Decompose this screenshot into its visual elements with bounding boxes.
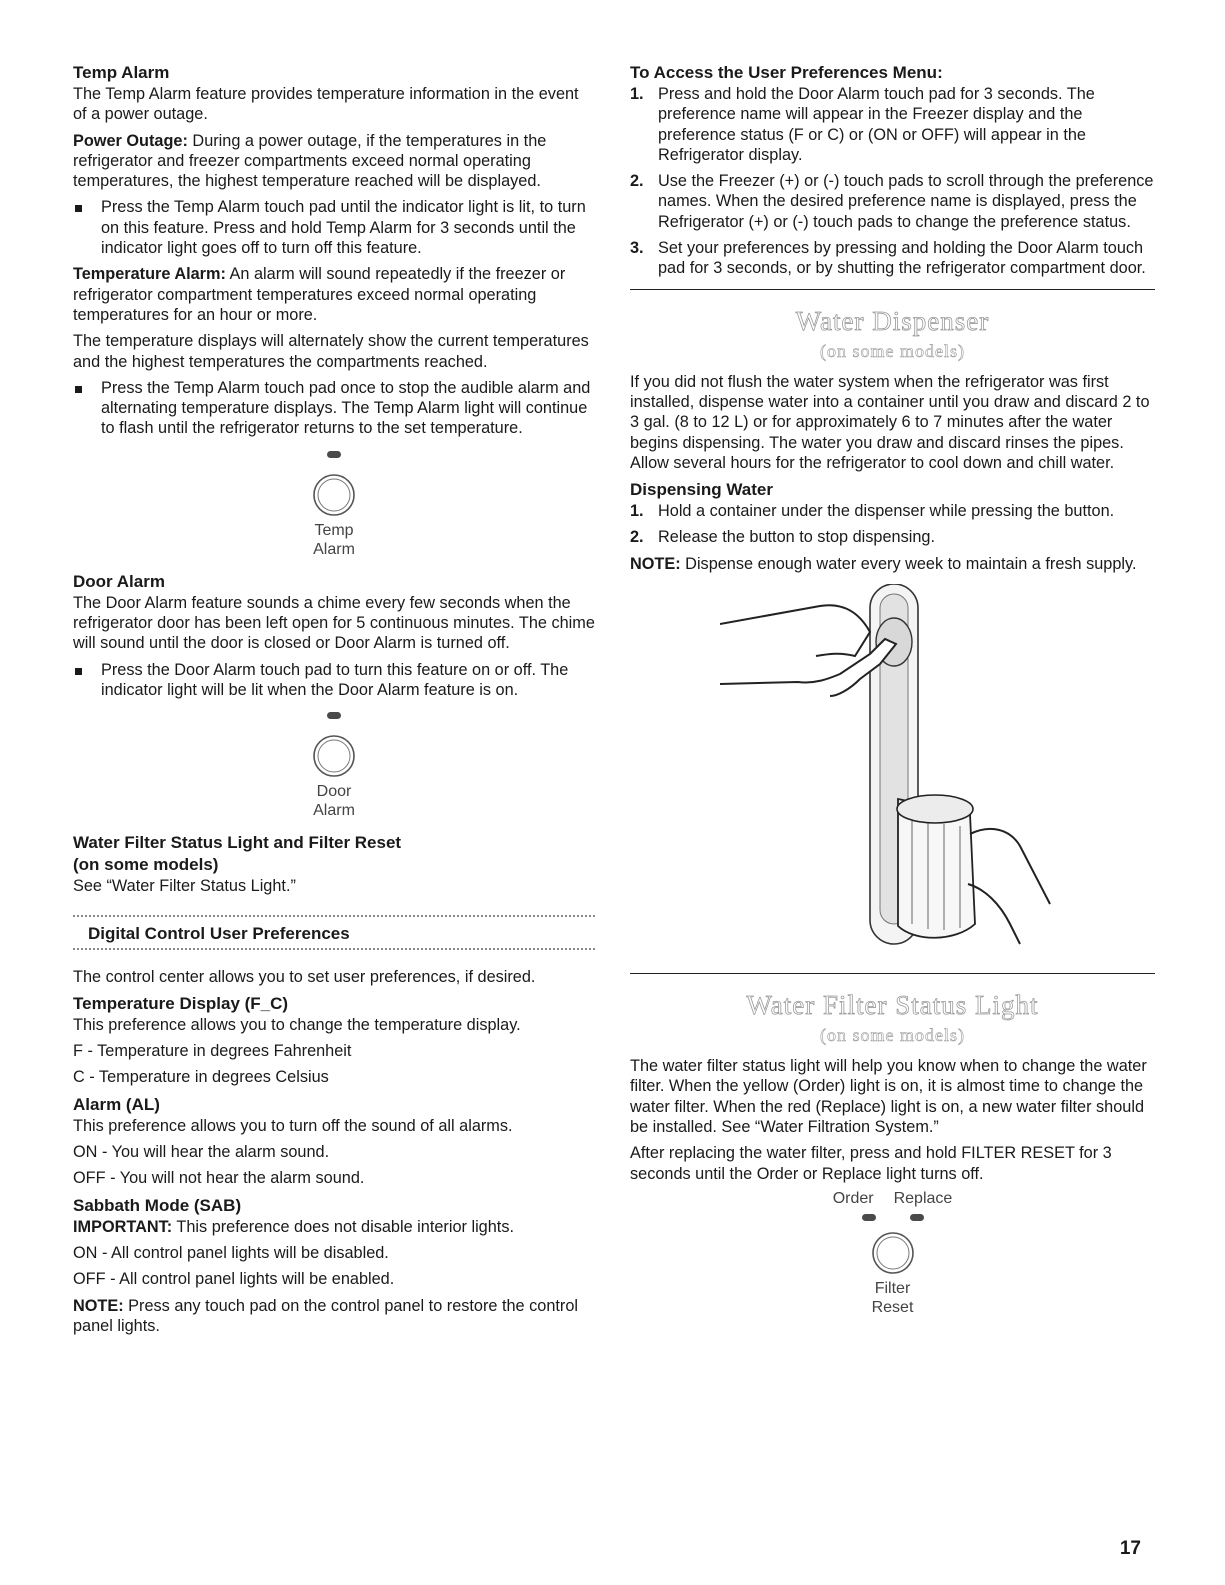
filter-reset-label-1: Filter: [874, 1279, 911, 1297]
step-number: 1.: [630, 85, 644, 103]
dispensing-step-1: [630, 501, 1155, 521]
replace-label: Replace: [893, 1189, 953, 1207]
dispenser-note: [630, 554, 1155, 574]
door-alarm-control: [73, 706, 595, 820]
section-divider: [630, 289, 1155, 290]
temp-display-c: C - Temperature in degrees Celsius: [73, 1068, 329, 1087]
preferences-banner: [73, 915, 595, 953]
temp-alarm-label-2: Alarm: [313, 540, 355, 558]
sabbath-off: OFF - All control panel lights will be enabled.: [73, 1270, 395, 1289]
order-light-icon: [862, 1214, 876, 1221]
temp-display-heading: Temperature Display (F_C): [73, 993, 289, 1013]
water-filter-reset-heading-2: (on some models): [73, 855, 219, 875]
filter-light-labels: [630, 1190, 1155, 1208]
touch-pad-icon: [871, 1231, 915, 1275]
filter-status-paragraph-2: After replacing the water filter, press and hold FILTER RESET for 3 seconds until the Order or Replace light turns off.: [630, 1144, 1112, 1183]
temperature-alarm-paragraph: [73, 264, 595, 325]
temp-alarm-control: [73, 445, 595, 559]
power-outage-paragraph: [73, 131, 595, 192]
alarm-text: This preference allows you to turn off the sound of all alarms.: [73, 1116, 513, 1135]
access-menu-heading: To Access the User Preferences Menu:: [630, 63, 943, 82]
temp-alarm-bullet-2: Press the Temp Alarm touch pad once to stop the audible alarm and alternating temperature displays. The Temp Alarm light will continue to flash until the refrigerator returns to the set temperature.: [73, 378, 595, 439]
dispensing-step-2: [630, 527, 1155, 547]
step-number: 2.: [630, 172, 644, 191]
replace-light-icon: [910, 1214, 924, 1221]
power-outage-text: During a power outage, if the temperatures in the refrigerator and freezer compartments exceed normal operating temperatures, the highest temperature reached will be displayed.: [73, 131, 547, 191]
preferences-intro: The control center allows you to set user preferences, if desired.: [73, 967, 536, 986]
filter-status-title: Water Filter Status Light: [746, 990, 1039, 1021]
access-step-2: [630, 171, 1155, 232]
note-text: Press any touch pad on the control panel to restore the control panel lights.: [73, 1296, 578, 1335]
alarm-off: OFF - You will not hear the alarm sound.: [73, 1169, 365, 1188]
note-label: NOTE:: [630, 554, 681, 573]
important-label: IMPORTANT:: [73, 1217, 173, 1236]
touch-pad-icon: [312, 473, 356, 517]
left-column: [73, 62, 595, 1342]
temp-display-text: This preference allows you to change the temperature display.: [73, 1015, 521, 1034]
step-text: Release the button to stop dispensing.: [658, 528, 935, 547]
right-column: [630, 62, 1155, 1329]
dotted-divider: [73, 948, 595, 953]
filter-lights: [630, 1214, 1155, 1221]
access-step-3: [630, 238, 1155, 279]
step-text: Hold a container under the dispenser while pressing the button.: [658, 502, 1115, 521]
filter-reset-control: [630, 1190, 1155, 1317]
temp-alarm-bullet-1: Press the Temp Alarm touch pad until the indicator light is lit, to turn on this feature. Press and hold Temp Alarm for 3 seconds until the indicator light goes off to turn off this feature.: [73, 197, 595, 258]
alarm-heading: Alarm (AL): [73, 1094, 160, 1114]
water-dispenser-banner: [630, 306, 1155, 362]
indicator-light-icon: [327, 712, 341, 719]
water-filter-reset-text: See “Water Filter Status Light.”: [73, 877, 296, 896]
temperature-displays-text: The temperature displays will alternately show the current temperatures and the highest temperatures the compartments reached.: [73, 332, 589, 371]
water-dispenser-subtitle: (on some models): [820, 340, 965, 361]
door-alarm-bullet: Press the Door Alarm touch pad to turn this feature on or off. The indicator light will be lit when the Door Alarm feature is on.: [73, 660, 595, 701]
preferences-title: Digital Control User Preferences: [88, 923, 350, 943]
page-number: 17: [1119, 1538, 1141, 1559]
filter-status-banner: [630, 990, 1155, 1046]
preferences-note: [73, 1296, 595, 1337]
door-alarm-label-2: Alarm: [313, 802, 355, 820]
note-label: NOTE:: [73, 1296, 124, 1315]
filter-status-subtitle: (on some models): [820, 1025, 965, 1046]
step-number: 1.: [630, 502, 644, 521]
order-label: Order: [832, 1189, 874, 1207]
step-text: Use the Freezer (+) or (-) touch pads to scroll through the preference names. When the desired preference name is displayed, press the Refrigerator (+) or (-) touch pads to change the preference status.: [658, 172, 1154, 231]
step-text: Press and hold the Door Alarm touch pad for 3 seconds. The preference name will appear in the Freezer display and the preference status (F or C) or (ON or OFF) will appear in the Refrigerator display.: [658, 85, 1095, 164]
door-alarm-label-1: Door: [316, 783, 352, 801]
water-dispenser-intro: If you did not flush the water system when the refrigerator was first installed, dispense water into a container until you draw and discard 2 to 3 gal. (8 to 12 L) or for approximately 6 to 7 minutes after the water begins dispensing. The water you draw and discard rinses the pipes. Allow several hours for the refrigerator to cool down and chill water.: [630, 372, 1150, 472]
step-number: 3.: [630, 239, 644, 258]
dispensing-heading: Dispensing Water: [630, 480, 773, 500]
important-text: This preference does not disable interior lights.: [172, 1217, 514, 1236]
indicator-light-icon: [327, 451, 341, 458]
step-number: 2.: [630, 528, 644, 547]
door-alarm-heading: Door Alarm: [73, 571, 165, 591]
important-paragraph: [73, 1217, 595, 1237]
note-text: Dispense enough water every week to maintain a fresh supply.: [680, 554, 1137, 573]
step-text: Set your preferences by pressing and holding the Door Alarm touch pad for 3 seconds, or by shutting the refrigerator compartment door.: [658, 239, 1146, 278]
door-alarm-intro: The Door Alarm feature sounds a chime every few seconds when the refrigerator door has been left open for 5 continuous minutes. The chime will sound until the door is closed or Door Alarm is turned off.: [73, 593, 595, 653]
temperature-alarm-text: An alarm will sound repeatedly if the freezer or refrigerator compartment temperatures exceed normal operating temperatures for an hour or more.: [73, 265, 566, 324]
sabbath-heading: Sabbath Mode (SAB): [73, 1195, 242, 1215]
temp-alarm-intro: The Temp Alarm feature provides temperature information in the event of a power outage.: [73, 85, 579, 124]
access-step-1: [630, 84, 1155, 165]
filter-status-paragraph-1: The water filter status light will help you know when to change the water filter. When the yellow (Order) light is on, it is almost time to change the water filter. When the red (Replace) light is on, a new water filter should be installed. See “Water Filtration System.”: [630, 1057, 1147, 1136]
temperature-alarm-label: Temperature Alarm:: [73, 265, 226, 284]
temp-display-f: F - Temperature in degrees Fahrenheit: [73, 1042, 352, 1061]
filter-reset-label-2: Reset: [871, 1298, 914, 1316]
touch-pad-icon: [312, 734, 356, 778]
sabbath-on: ON - All control panel lights will be disabled.: [73, 1243, 389, 1262]
water-dispenser-illustration: [720, 584, 1060, 959]
water-filter-reset-heading-1: Water Filter Status Light and Filter Reset: [73, 833, 402, 853]
power-outage-label: Power Outage:: [73, 131, 188, 150]
temp-alarm-label-1: Temp: [314, 521, 354, 539]
section-divider: [630, 973, 1155, 974]
temp-alarm-heading: Temp Alarm: [73, 63, 170, 82]
water-dispenser-title: Water Dispenser: [795, 305, 990, 336]
alarm-on: ON - You will hear the alarm sound.: [73, 1143, 330, 1162]
